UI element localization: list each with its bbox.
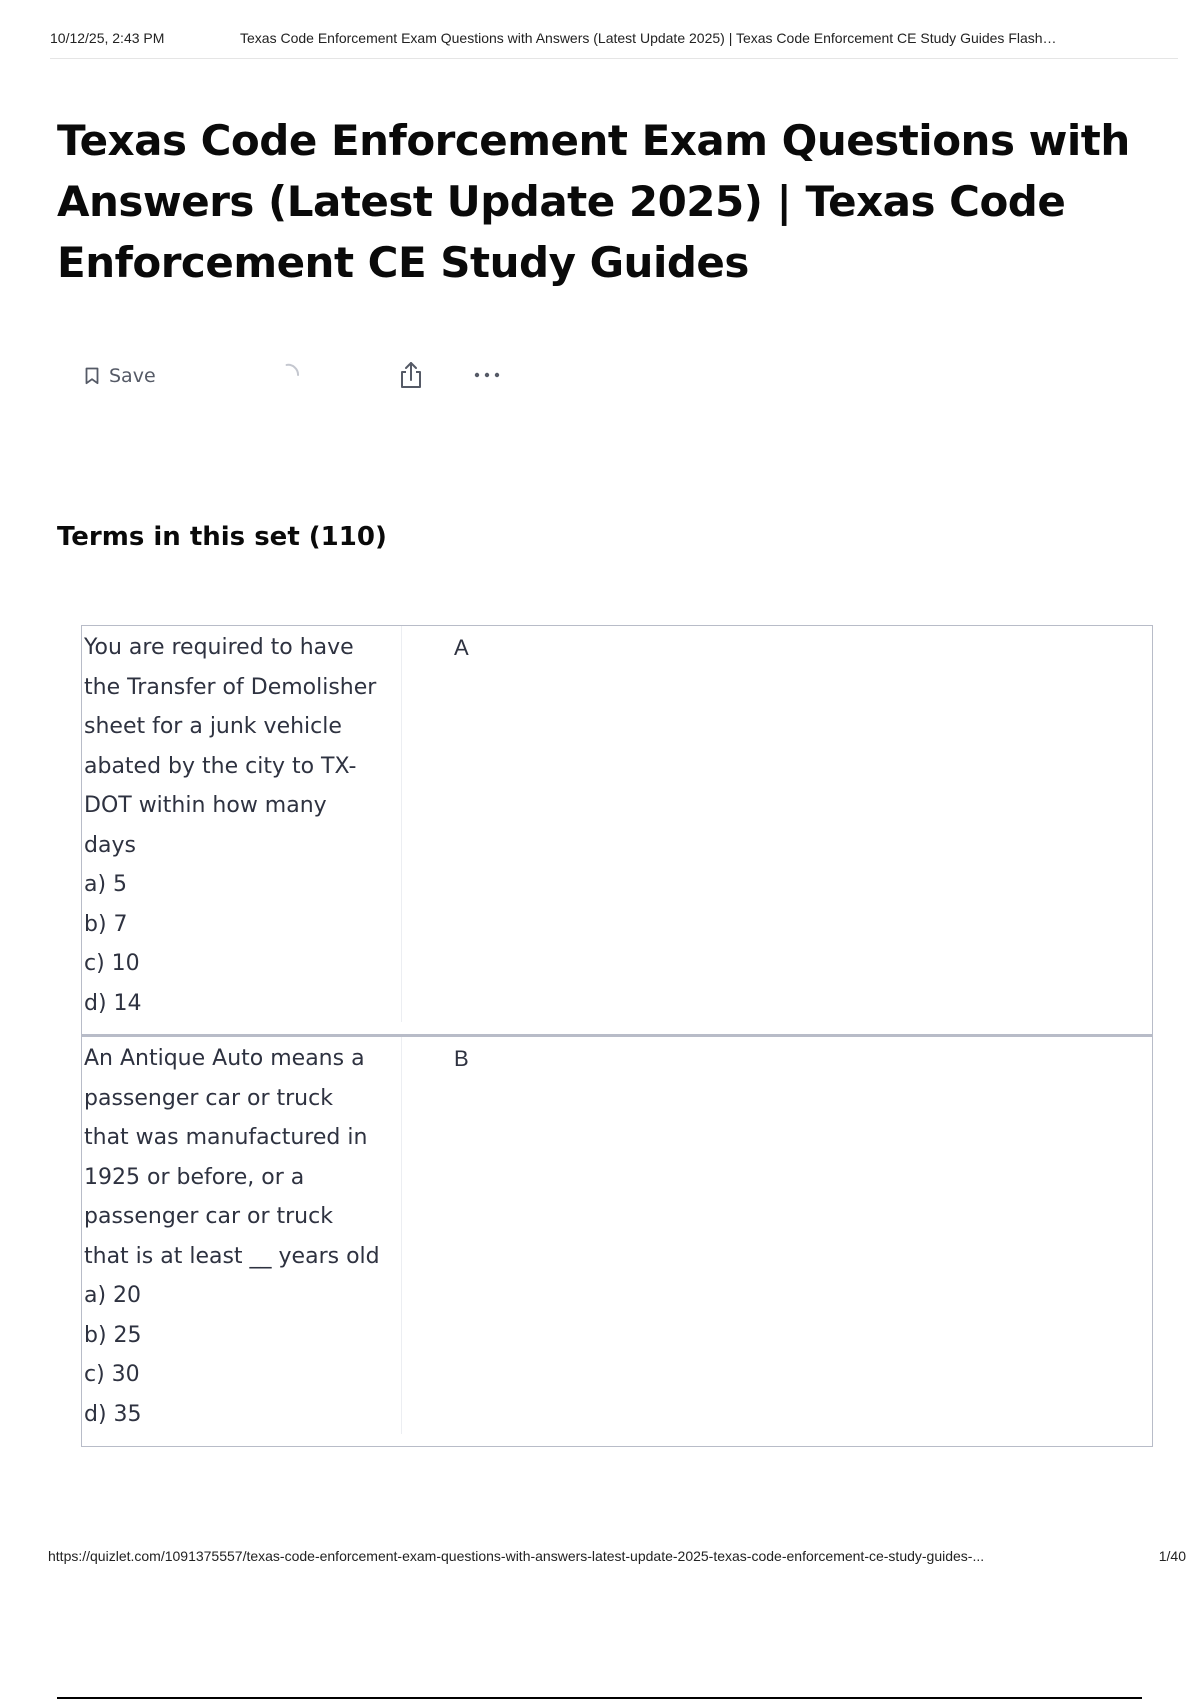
save-button-label: Save xyxy=(109,365,156,387)
save-button[interactable] xyxy=(85,358,156,394)
share-icon[interactable] xyxy=(397,360,425,390)
spinner-icon xyxy=(277,362,303,388)
page-number: 1/40 xyxy=(1158,1548,1186,1564)
print-url: https://quizlet.com/1091375557/texas-code-enforcement-exam-questions-with-answers-latest-update-2025-texas-code-enforcement-ce-study-guides-... xyxy=(48,1548,985,1564)
definition-text: A xyxy=(454,635,469,660)
terms-heading: Terms in this set (110) xyxy=(57,522,387,552)
definition-text: B xyxy=(454,1046,469,1071)
terms-list xyxy=(81,625,1153,1447)
page-title: Texas Code Enforcement Exam Questions with Answers (Latest Update 2025) | Texas Code Enforcement CE Study Guides xyxy=(57,116,1130,287)
set-toolbar xyxy=(85,358,545,394)
print-document-title: Texas Code Enforcement Exam Questions with Answers (Latest Update 2025) | Texas Code Enforcement CE Study Guides Flash… xyxy=(240,30,1057,46)
bottom-divider xyxy=(57,1697,1142,1699)
bookmark-icon xyxy=(85,367,99,385)
print-header xyxy=(50,30,1178,59)
print-datetime: 10/12/25, 2:43 PM xyxy=(50,30,165,46)
term-text: An Antique Auto means a passenger car or truck that was manufactured in 1925 or before, or a passenger car or truck that is at least __ years old a) 20 b) 25 c) 30 d) 35 xyxy=(82,1037,402,1434)
term-text: You are required to have the Transfer of Demolisher sheet for a junk vehicle abated by the city to TX- DOT within how many days a) 5 b) 7 c) 10 d) 14 xyxy=(82,626,402,1022)
term-card[interactable] xyxy=(81,1035,1153,1447)
more-icon[interactable] xyxy=(471,360,503,390)
term-card[interactable] xyxy=(81,625,1153,1035)
print-footer xyxy=(48,1548,1186,1570)
